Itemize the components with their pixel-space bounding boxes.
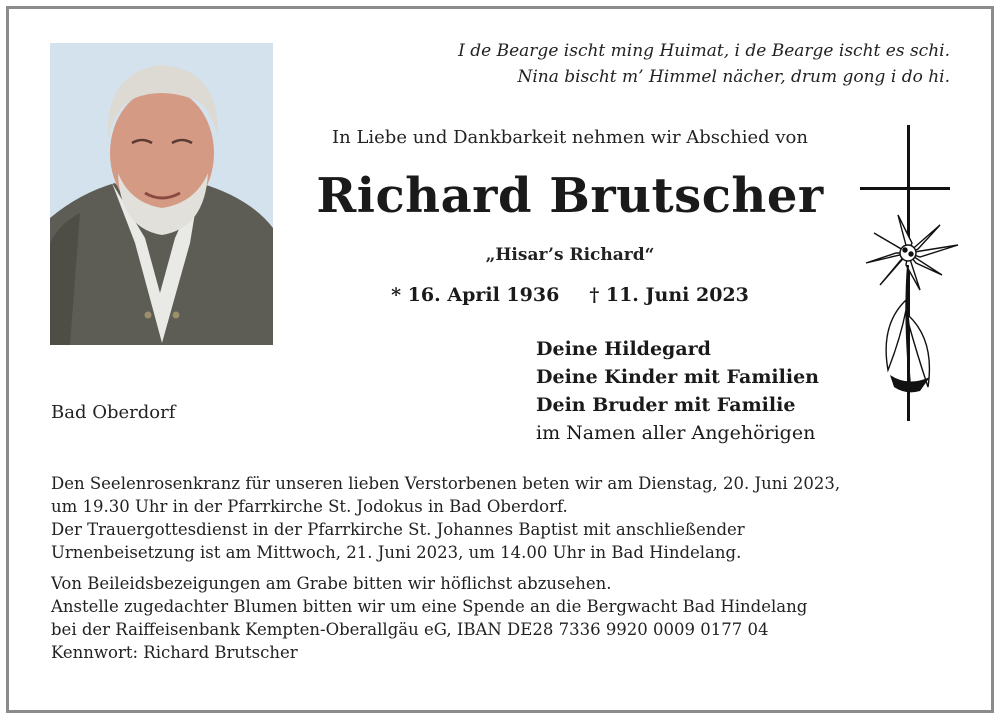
mourner-line: Deine Kinder mit Familien <box>536 366 819 388</box>
death-date: † 11. Juni 2023 <box>589 284 749 306</box>
text-line: Anstelle zugedachter Blumen bitten wir um eine Spende an die Bergwacht Bad Hindelang <box>51 597 808 616</box>
text-line: Von Beileidsbezeigungen am Grabe bitten wir höflichst abzusehen. <box>51 574 612 593</box>
nickname: „Hisar’s Richard“ <box>485 245 655 265</box>
text-line: Kennwort: Richard Brutscher <box>51 643 298 662</box>
text-line: Urnenbeisetzung ist am Mittwoch, 21. Juni 2023, um 14.00 Uhr in Bad Hindelang. <box>51 543 742 562</box>
mourner-line: im Namen aller Angehörigen <box>536 422 816 444</box>
intro-line: In Liebe und Dankbarkeit nehmen wir Abschied von <box>332 127 808 148</box>
place: Bad Oberdorf <box>51 402 176 423</box>
mourner-line: Dein Bruder mit Familie <box>536 394 796 416</box>
mourner-line: Deine Hildegard <box>536 338 711 360</box>
portrait-photo <box>50 43 273 345</box>
deceased-name: Richard Brutscher <box>316 168 824 224</box>
portrait-illustration <box>50 43 273 345</box>
text-line: um 19.30 Uhr in der Pfarrkirche St. Jodokus in Bad Oberdorf. <box>51 497 568 516</box>
service-details <box>51 472 961 664</box>
cross-edelweiss-graphic <box>860 125 960 425</box>
text-line: Der Trauergottesdienst in der Pfarrkirche St. Johannes Baptist mit anschließender <box>51 520 745 539</box>
poem-line: Nina bischt m’ Himmel nächer, drum gong i do hi. <box>517 67 950 87</box>
poem <box>390 38 950 90</box>
text-line: Den Seelenrosenkranz für unseren lieben Verstorbenen beten wir am Dienstag, 20. Juni 2023, <box>51 474 841 493</box>
life-dates <box>290 284 850 306</box>
cross-edelweiss-icon <box>860 125 960 425</box>
text-line: bei der Raiffeisenbank Kempten-Oberallgäu eG, IBAN DE28 7336 9920 0009 0177 04 <box>51 620 769 639</box>
birth-date: * 16. April 1936 <box>391 284 560 306</box>
poem-line: I de Bearge ischt ming Huimat, i de Bearge ischt es schi. <box>458 41 950 61</box>
mourners <box>536 335 819 447</box>
